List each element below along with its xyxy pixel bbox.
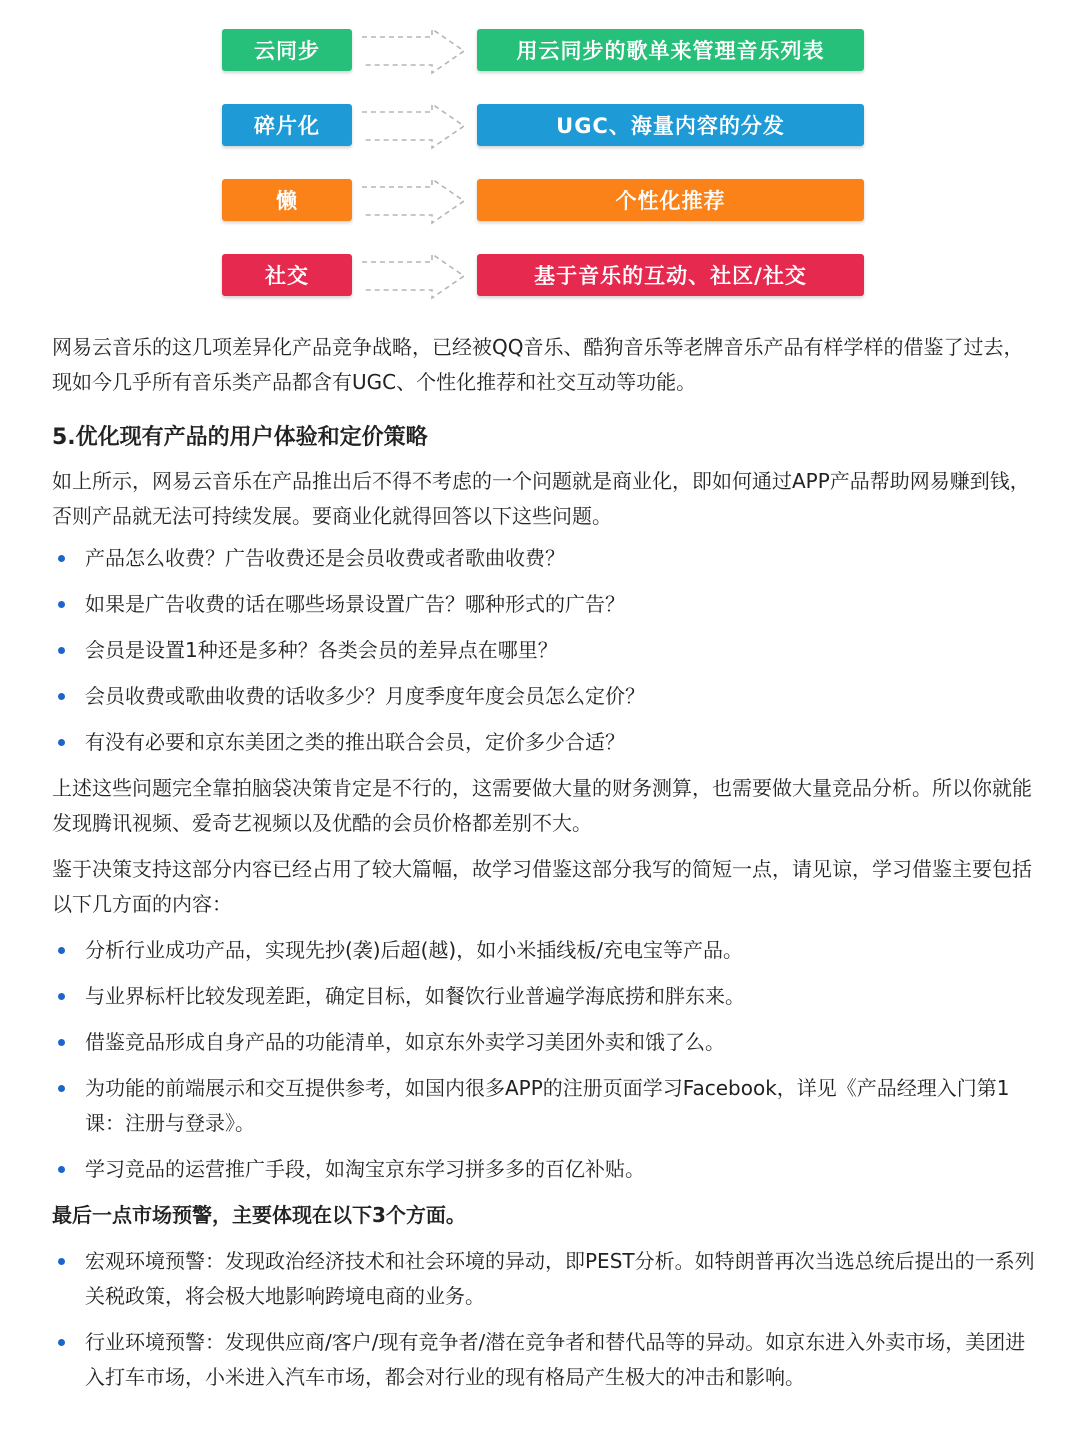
list-item: 行业环境预警：发现供应商/客户/现有竞争者/潜在竞争者和替代品等的异动。如京东进入外卖市场，美团进入打车市场，小米进入汽车市场，都会对行业的现有格局产生极大的冲击和影响。	[52, 1325, 1042, 1395]
bullet-icon	[58, 947, 65, 954]
bullet-icon	[58, 739, 65, 746]
market-warning-list	[52, 1244, 1042, 1395]
strategy-diagram	[0, 0, 1080, 320]
diagram-label-box: 云同步	[222, 29, 352, 71]
diagram-desc-box: 基于音乐的互动、社区/社交	[477, 254, 864, 296]
diagram-row-fragmentation	[222, 104, 864, 148]
diagram-row-lazy	[222, 179, 864, 223]
bullet-icon	[58, 555, 65, 562]
pricing-questions-list	[52, 541, 1042, 760]
paragraph-commercialization: 如上所示，网易云音乐在产品推出后不得不考虑的一个问题就是商业化，即如何通过APP产品帮助网易赚到钱，否则产品就无法可持续发展。要商业化就得回答以下这些问题。	[52, 469, 1030, 528]
bullet-icon	[58, 1166, 65, 1173]
list-item: 分析行业成功产品，实现先抄(袭)后超(越)，如小米插线板/充电宝等产品。	[52, 933, 1042, 968]
learning-list	[52, 933, 1042, 1187]
diagram-desc-box: 用云同步的歌单来管理音乐列表	[477, 29, 864, 71]
bullet-icon	[58, 1039, 65, 1046]
bullet-icon	[58, 1085, 65, 1092]
diagram-label-box: 懒	[222, 179, 352, 221]
list-item: 产品怎么收费？广告收费还是会员收费或者歌曲收费？	[52, 541, 1042, 576]
list-item: 学习竞品的运营推广手段，如淘宝京东学习拼多多的百亿补贴。	[52, 1152, 1042, 1187]
list-item: 借鉴竞品形成自身产品的功能清单，如京东外卖学习美团外卖和饿了么。	[52, 1025, 1042, 1060]
list-item: 与业界标杆比较发现差距，确定目标，如餐饮行业普遍学海底捞和胖东来。	[52, 979, 1042, 1014]
bullet-icon	[58, 993, 65, 1000]
diagram-label-box: 碎片化	[222, 104, 352, 146]
dashed-arrow-icon	[360, 177, 470, 225]
diagram-desc-box: 个性化推荐	[477, 179, 864, 221]
paragraph-intro: 网易云音乐的这几项差异化产品竞争战略，已经被QQ音乐、酷狗音乐等老牌音乐产品有样学样的借鉴了过去，现如今几乎所有音乐类产品都含有UGC、个性化推荐和社交互动等功能。	[52, 335, 1024, 394]
paragraph-learning: 鉴于决策支持这部分内容已经占用了较大篇幅，故学习借鉴这部分我写的简短一点，请见谅，学习借鉴主要包括以下几方面的内容：	[52, 857, 1032, 916]
paragraph-market-warning: 最后一点市场预警，主要体现在以下3个方面。	[52, 1203, 466, 1227]
bullet-icon	[58, 647, 65, 654]
diagram-row-cloud-sync	[222, 29, 864, 73]
bullet-icon	[58, 693, 65, 700]
diagram-desc-box: UGC、海量内容的分发	[477, 104, 864, 146]
bullet-icon	[58, 601, 65, 608]
dashed-arrow-icon	[360, 252, 470, 300]
bullet-icon	[58, 1258, 65, 1265]
diagram-row-social	[222, 254, 864, 298]
paragraph-analysis: 上述这些问题完全靠拍脑袋决策肯定是不行的，这需要做大量的财务测算，也需要做大量竞品分析。所以你就能发现腾讯视频、爱奇艺视频以及优酷的会员价格都差别不大。	[52, 776, 1032, 835]
list-item: 会员收费或歌曲收费的话收多少？月度季度年度会员怎么定价？	[52, 679, 1042, 714]
section-heading: 5.优化现有产品的用户体验和定价策略	[52, 425, 428, 450]
list-item: 如果是广告收费的话在哪些场景设置广告？哪种形式的广告？	[52, 587, 1042, 622]
article-body	[52, 330, 1042, 1395]
list-item: 宏观环境预警：发现政治经济技术和社会环境的异动，即PEST分析。如特朗普再次当选总统后提出的一系列关税政策，将会极大地影响跨境电商的业务。	[52, 1244, 1042, 1314]
list-item: 有没有必要和京东美团之类的推出联合会员，定价多少合适？	[52, 725, 1042, 760]
list-item: 会员是设置1种还是多种？各类会员的差异点在哪里？	[52, 633, 1042, 668]
dashed-arrow-icon	[360, 27, 470, 75]
diagram-label-box: 社交	[222, 254, 352, 296]
bullet-icon	[58, 1339, 65, 1346]
dashed-arrow-icon	[360, 102, 470, 150]
list-item: 为功能的前端展示和交互提供参考，如国内很多APP的注册页面学习Facebook，详见《产品经理入门第1课：注册与登录》。	[52, 1071, 1042, 1141]
